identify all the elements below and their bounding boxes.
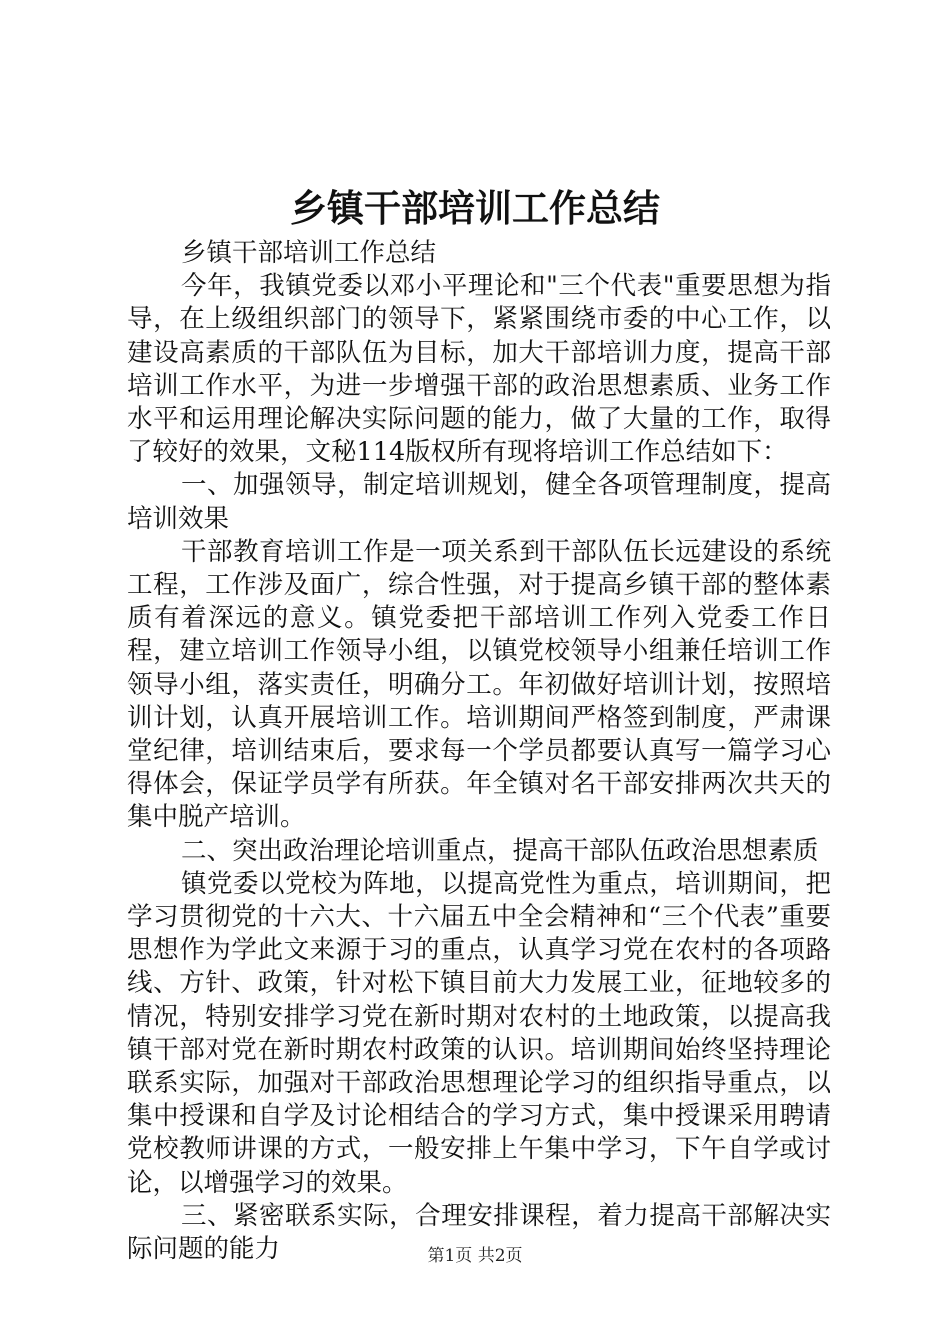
- document-subtitle: 乡镇干部培训工作总结: [181, 238, 437, 268]
- section-heading-2: 二、突出政治理论培训重点，提高干部队伍政治思想素质: [181, 835, 819, 866]
- intro-paragraph: 今年，我镇党委以邓小平理论和"三个代表"重要思想为指导，在上级组织部门的领导下，紧紧围绕市委的中心工作，以建设高素质的干部队伍为目标，加大干部培训力度，提高干部培训工作水平，为进一步增强干部的政治思想素质、业务工作水平和运用理论解决实际问题的能力，做了大量的工作，取得了较好的效果，文秘114版权所有现将培训工作总结如下：: [127, 271, 831, 468]
- section-paragraph-2: 镇党委以党校为阵地，以提高党性为重点，培训期间，把学习贯彻党的十六大、十六届五中全会精神和“三个代表”重要思想作为学此文来源于习的重点，认真学习党在农村的各项路线、方针、政策，针对松下镇目前大力发展工业，征地较多的情况，特别安排学习党在新时期对农村的土地政策，以提高我镇干部对党在新时期农村政策的认识。培训期间始终坚持理论联系实际，加强对干部政治思想理论学习的组织指导重点，以集中授课和自学及讨论相结合的学习方式，集中授课采用聘请党校教师讲课的方式，一般安排上午集中学习，下午自学或讨论，以增强学习的效果。: [127, 868, 831, 1198]
- page-number-footer: 第1页 共2页: [427, 1246, 523, 1266]
- section-paragraph-1: 干部教育培训工作是一项关系到干部队伍长远建设的系统工程，工作涉及面广，综合性强，对于提高乡镇干部的整体素质有着深远的意义。镇党委把干部培训工作列入党委工作日程，建立培训工作领导小组，以镇党校领导小组兼任培训工作领导小组，落实责任，明确分工。年初做好培训计划，按照培训计划，认真开展培训工作。培训期间严格签到制度，严肃课堂纪律，培训结束后，要求每一个学员都要认真写一篇学习心得体会，保证学员学有所获。年全镇对名干部安排两次共天的集中脱产培训。: [127, 536, 831, 833]
- section-heading-3: 三、紧密联系实际，合理安排课程，着力提高干部解决实际问题的能力: [127, 1200, 831, 1265]
- document-body: [127, 237, 831, 1266]
- section-heading-1: 一、加强领导，制定培训规划，健全各项管理制度，提高培训效果: [127, 470, 831, 534]
- document-title: 乡镇干部培训工作总结: [290, 186, 660, 230]
